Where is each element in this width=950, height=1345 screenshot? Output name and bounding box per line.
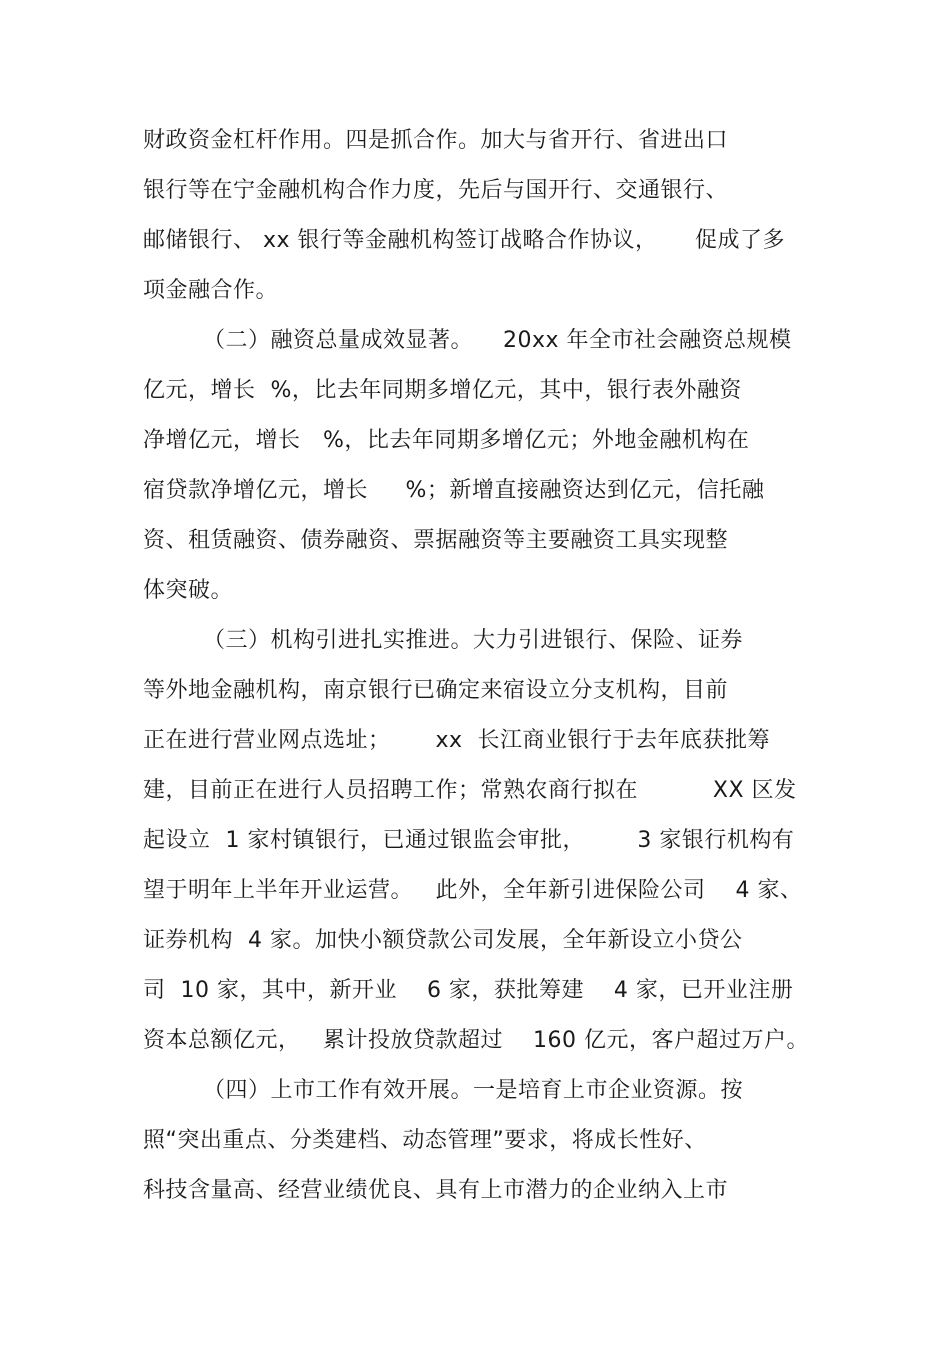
text-line-12: 等外地金融机构，南京银行已确定来宿设立分支机构，目前 xyxy=(143,678,729,703)
text-line-3: 邮储银行、 xx 银行等金融机构签订战略合作协议， 促成了多 xyxy=(143,228,785,253)
text-line-15: 起设立 1 家村镇银行，已通过银监会审批， 3 家银行机构有 xyxy=(143,828,795,853)
text-line-17: 证券机构 4 家。加快小额贷款公司发展，全年新设立小贷公 xyxy=(143,928,743,953)
text-line-6: 亿元，增长 %，比去年同期多增亿元，其中，银行表外融资 xyxy=(143,378,742,403)
text-line-22: 科技含量高、经营业绩优良、具有上市潜力的企业纳入上市 xyxy=(143,1178,729,1203)
text-line-19: 资本总额亿元， 累计投放贷款超过 160 亿元，客户超过万户。 xyxy=(143,1028,809,1053)
text-line-9: 资、租赁融资、债券融资、票据融资等主要融资工具实现整 xyxy=(143,528,729,553)
text-line-7: 净增亿元，增长 %，比去年同期多增亿元；外地金融机构在 xyxy=(143,428,750,453)
text-line-13: 正在进行营业网点选址； xx 长江商业银行于去年底获批筹 xyxy=(143,728,770,753)
section-4-heading-line: （四）上市工作有效开展。一是培育上市企业资源。按 xyxy=(203,1078,744,1103)
text-line-16: 望于明年上半年开业运营。 此外，全年新引进保险公司 4 家、 xyxy=(143,878,803,903)
text-line-21: 照“突出重点、分类建档、动态管理”要求，将成长性好、 xyxy=(143,1128,707,1153)
text-line-14: 建，目前正在进行人员招聘工作；常熟农商行拟在 XX 区发 xyxy=(143,778,797,803)
section-3-heading-line: （三）机构引进扎实推进。大力引进银行、保险、证券 xyxy=(203,628,744,653)
text-line-4: 项金融合作。 xyxy=(143,278,279,303)
text-line-10: 体突破。 xyxy=(143,578,234,603)
text-line-2: 银行等在宁金融机构合作力度，先后与国开行、交通银行、 xyxy=(143,178,729,203)
section-2-heading-line: （二）融资总量成效显著。 20xx 年全市社会融资总规模 xyxy=(203,328,792,353)
text-line-1: 财政资金杠杆作用。四是抓合作。加大与省开行、省进出口 xyxy=(143,128,729,153)
text-line-18: 司 10 家，其中，新开业 6 家，获批筹建 4 家，已开业注册 xyxy=(143,978,794,1003)
text-line-8: 宿贷款净增亿元，增长 %；新增直接融资达到亿元，信托融 xyxy=(143,478,765,503)
